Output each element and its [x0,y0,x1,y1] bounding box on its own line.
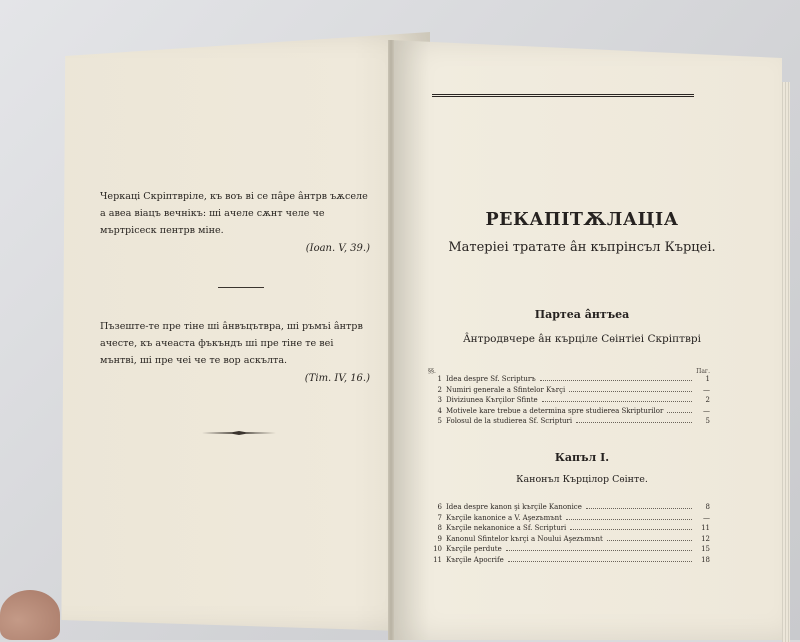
toc-row [428,524,710,535]
toc-leader-dots [508,561,692,562]
toc-col-left: §§. [428,368,436,375]
toc-title: Ideа despre kanon şi kъrçile Kanonice [446,503,582,511]
toc-page-number: 5 [705,417,710,426]
toc-row [428,396,710,407]
toc-number: 3 [437,396,442,405]
toc-row [428,545,710,556]
toc-row [428,535,710,546]
toc-title: Folosul de la studierea Sf. Scripturi [446,417,573,426]
toc-row [428,375,710,386]
toc-leader-dots [586,508,692,509]
epigraph-1-text: Черкаці Скріптвріле, къ воъ ві се пâре âнтрв ъѫселе а авеа віацъ вечнікъ: ші ачеле сѫнт челе че мъртрісеск пентрв міне. [100,191,368,236]
toc-title: Diviziunea Kъrçilor Sfinte [446,396,538,405]
toc-title: Motivele kare trebue a determina spre studierea Skripturilor [446,406,664,415]
toc-title: Kъrçile perdute [446,545,502,554]
toc-title: Numiri generale a Sfintelor Kъrçi [446,385,566,394]
toc-number: 5 [437,417,442,426]
page-edges [782,82,790,642]
toc-page-number: — [703,406,710,415]
toc-number: 2 [437,385,442,394]
toc-page-number: 1 [705,375,710,383]
epigraph-2 [100,318,370,387]
page-subtitle: Матеріеі трататe âн къпрінсъл Кърцеі. [448,240,716,255]
citation-1: (Ioan. V, 39.) [305,243,370,254]
toc-row [428,386,710,397]
header-rule [432,94,694,97]
page-title: РЕКАПІТѪЛАЦІА [485,210,679,230]
thumb [0,590,60,640]
toc-title: Kъrçile Apocrife [446,555,504,564]
toc-row [428,514,710,525]
toc-number: 4 [437,406,442,415]
toc-number: 6 [437,503,442,511]
toc-page-number: 8 [705,503,710,511]
toc-leader-dots [540,380,692,381]
epigraph-1 [100,188,370,257]
toc-number: 9 [437,534,442,543]
epigraph-2-text: Пъзеште-те пре тіне ші âнвъцътвра, ші ръмъі âнтрв ачесте, къ ачеаста фъкъндъ ші пре тіне те веі мънтві, ші пре чеі че те вор аскълта. [100,321,363,366]
toc-title: Kъrçile kanonice a V. Aşezъmъnt [446,513,562,522]
toc-page-number: 12 [701,534,710,543]
toc-row [428,556,710,567]
toc-page-number: 15 [701,545,710,554]
toc-leader-dots [569,391,692,392]
toc-part-1 [428,368,710,428]
toc-col-right: Паг. [696,368,710,375]
toc-leader-dots [570,529,692,530]
toc-title: Kanonul Sfintelor kъrçi a Noului Aşezъmъnt [446,534,603,543]
toc-page-number: 18 [701,555,710,564]
toc-number: 7 [437,513,442,522]
toc-leader-dots [607,540,692,541]
part-heading: Партеа âнтъеа [534,308,630,321]
toc-leader-dots [667,412,692,413]
toc-header [428,368,710,375]
ornament-divider [202,431,276,435]
toc-row [428,503,710,514]
chapter-heading: Капъл I. [554,451,610,464]
toc-leader-dots [566,519,692,520]
toc-number: 8 [437,524,442,533]
toc-row [428,407,710,418]
toc-page-number: 11 [701,524,710,533]
toc-leader-dots [542,401,692,402]
toc-title: Kъrçile nekanonice a Sf. Scripturi [446,524,567,533]
toc-page-number: 2 [705,396,710,405]
toc-leader-dots [576,422,692,423]
intro-heading: Âнтродвчере âн кърціле Сѳінтіеі Скріптврі [463,333,701,345]
toc-page-number: — [703,513,710,522]
book-gutter [388,40,394,640]
toc-chapter-1 [428,503,710,567]
toc-number: 1 [437,375,442,383]
toc-title: Ideа despre Sf. Scripturъ [446,375,536,383]
toc-leader-dots [506,550,692,551]
divider-rule [218,287,264,288]
citation-2: (Tim. IV, 16.) [304,373,370,384]
toc-page-number: — [703,385,710,394]
chapter-title: Канонъл Кърцілор Сѳінте. [516,474,648,485]
toc-row [428,417,710,428]
toc-number: 11 [433,555,442,564]
toc-number: 10 [433,545,442,554]
